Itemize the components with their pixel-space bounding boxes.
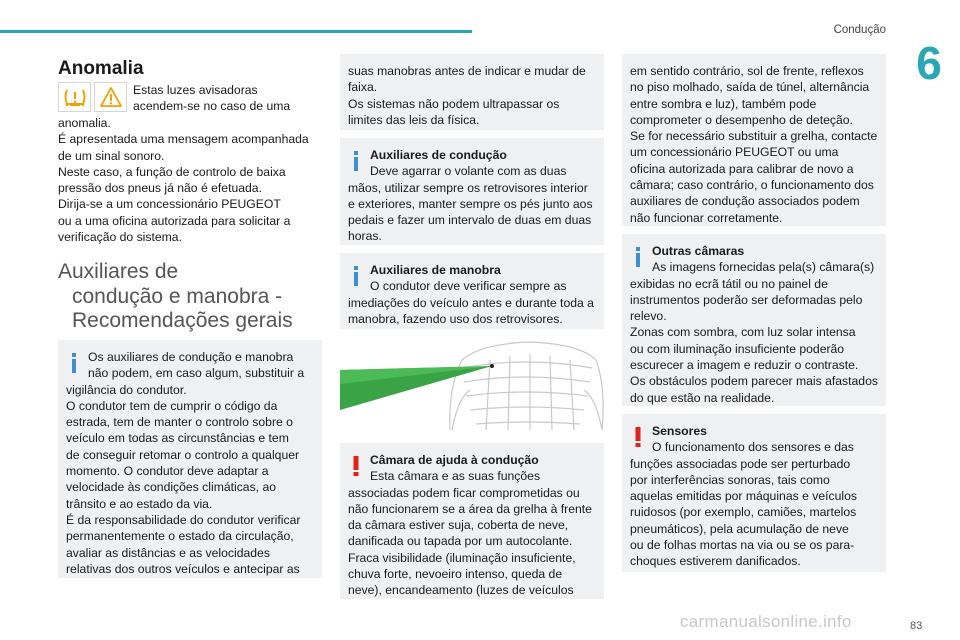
general-warning-icon — [94, 82, 127, 112]
box-line: imediações do veículo antes e durante toda a — [348, 295, 594, 310]
section-title-line: condução e manobra - — [72, 284, 283, 308]
box-line: não funcionarem se a área da grelha à frente — [348, 501, 592, 516]
box-line: suas manobras antes de indicar e mudar de — [348, 64, 586, 78]
warning-icon — [630, 426, 646, 448]
box-line: O condutor tem de cumprir o código da — [66, 398, 278, 413]
box-line: Os obstáculos podem parecer mais afastados — [630, 374, 878, 389]
box-line: limites das leis da física. — [348, 112, 480, 127]
box-line: permanentemente o estado da circulação, — [66, 529, 294, 544]
front-grille-camera-illustration — [340, 338, 604, 436]
box-line: do que estão na realidade. — [630, 390, 775, 405]
box-line: instrumentos poderão ser deformadas pelo — [630, 292, 863, 307]
box-line: não funcionar corretamente. — [630, 210, 783, 225]
box-line: momento. O condutor deve adaptar a — [66, 464, 269, 479]
box-line: Fraca visibilidade (iluminação insuficiente, — [348, 550, 576, 565]
box-first-text: O condutor deve verificar sempre as — [370, 279, 567, 294]
box-title: Outras câmaras — [652, 244, 745, 258]
box-first-text: As imagens fornecidas pela(s) câmara(s) — [652, 260, 875, 275]
continued-box — [340, 54, 604, 130]
box-first-text: Deve agarrar o volante com as duas — [370, 164, 567, 179]
box-line: veículo em todas as circunstâncias e tem — [66, 431, 289, 446]
anomalia-line: ou a uma oficina autorizada para solicitar a — [58, 213, 291, 228]
box-line: câmara; caso contrário, o funcionamento dos — [630, 178, 874, 193]
box-line: no piso molhado, saída de túnel, alternância — [630, 80, 870, 95]
box-line: É da responsabilidade do condutor verificar — [66, 512, 301, 527]
info-icon — [66, 352, 82, 374]
box-line: mãos, utilizar sempre os retrovisores interior — [348, 180, 588, 195]
warning-icon — [348, 455, 364, 477]
chapter-number: 6 — [916, 37, 942, 89]
warning-lamps — [58, 82, 127, 112]
info-icon — [348, 265, 364, 287]
box-line: avaliar as distâncias e as velocidades — [66, 545, 270, 560]
section-title-line: Recomendações gerais — [72, 309, 293, 332]
box-line: oficina autorizada para calibrar de novo a — [630, 161, 854, 176]
anomalia-line: de um sinal sonoro. — [58, 148, 165, 163]
box-line: velocidade às condições climáticas, ao — [66, 480, 277, 495]
box-line: funções associadas pode ser perturbado — [630, 456, 851, 471]
box-line: manobra, fazendo uso dos retrovisores. — [348, 311, 563, 326]
header-accent-bar — [0, 30, 472, 33]
anomalia-line: anomalia. — [58, 116, 111, 130]
anomalia-line: Neste caso, a função de controlo de baixa — [58, 164, 286, 179]
anomalia-line: verificação do sistema. — [58, 230, 182, 245]
box-line: um concessionário PEUGEOT ou uma — [630, 145, 839, 160]
info-icon — [630, 246, 646, 268]
section-title — [58, 260, 318, 334]
box-title: Auxiliares de condução — [370, 148, 507, 162]
maneuver-aids-box — [340, 253, 604, 329]
box-line: Zonas com sombra, com luz solar intensa — [630, 325, 856, 340]
box-line: por interferências sonoras, tais como — [630, 472, 830, 487]
box-line: pedais e fazer um intervalo de duas em duas — [348, 213, 592, 228]
box-title: Sensores — [652, 424, 707, 438]
box-line: associadas podem ficar comprometidas ou — [348, 485, 580, 500]
box-first-text: O funcionamento dos sensores e das — [652, 440, 854, 455]
page-number: 83 — [910, 620, 923, 632]
box-line: ou de folhas mortas na via ou se os para- — [630, 538, 855, 553]
anomalia-line: pressão dos pneus já não é efetuada. — [58, 181, 262, 196]
box-title: Auxiliares de manobra — [370, 263, 501, 277]
box-line: de conseguir retomar o controlo a qualquer — [66, 447, 300, 462]
box-title: Câmara de ajuda à condução — [370, 453, 539, 467]
box-line: ou com iluminação insuficiente poderão — [630, 341, 845, 356]
box-line: choques estiverem danificados. — [630, 554, 801, 569]
camera-warning-box — [340, 443, 604, 599]
info-icon — [348, 150, 364, 172]
anomalia-line: É apresentada uma mensagem acompanhada — [58, 132, 309, 147]
box-line: entre sombra e luz), também pode — [630, 96, 817, 111]
other-cameras-box — [622, 234, 886, 406]
watermark-text: carmanualsonline.info — [680, 612, 852, 631]
anomalia-heading: Anomalia — [58, 58, 144, 79]
box-line: Se for necessário substituir a grelha, contacte — [630, 129, 878, 144]
anomalia-intro: Estas luzes avisadoras acendem-se no caso de uma — [133, 83, 291, 114]
box-line: faixa. — [348, 80, 378, 95]
anomalia-line: Dirija-se a um concessionário PEUGEOT — [58, 197, 281, 212]
box-line: neve), encandeamento (luzes de veículos — [348, 583, 574, 598]
box-line: vigilância do condutor. — [66, 382, 187, 397]
box-line: exibidas no ecrã tátil ou no painel de — [630, 276, 828, 291]
box-line: da câmara estiver suja, coberta de neve, — [348, 518, 569, 533]
box-line: relevo. — [630, 309, 667, 324]
box-line: ruidosos (por exemplo, camiões, martelos — [630, 505, 857, 520]
box-line: danificada ou tapada por um autocolante. — [348, 534, 573, 549]
box-line: relativas dos outros veículos e antecipar as — [66, 561, 300, 576]
box-line: comprometer o desempenho de deteção. — [630, 112, 853, 127]
box-line: e exteriores, manter sempre os pés junto aos — [348, 196, 593, 211]
box-line: auxiliares de condução associados podem — [630, 194, 860, 209]
box-line: chuva forte, nevoeiro intenso, queda de — [348, 567, 563, 582]
general-recommendation-box — [58, 340, 322, 578]
sensors-warning-box — [622, 414, 886, 572]
box-line: pneumáticos), pela acumulação de neve — [630, 521, 849, 536]
tyre-pressure-warning-icon — [58, 82, 91, 112]
box-line: aquelas emitidas por máquinas e veículos — [630, 489, 857, 504]
driving-aids-box — [340, 138, 604, 245]
box-line: escurecer a imagem e reduzir o contraste. — [630, 358, 859, 373]
box-first-text: Os auxiliares de condução e manobra não podem, em caso algum, substituir a — [88, 350, 305, 381]
box-line: em sentido contrário, sol de frente, reflexos — [630, 64, 864, 78]
camera-continued-box — [622, 54, 886, 226]
section-title-line: Auxiliares de — [58, 260, 179, 283]
box-line: Os sistemas não podem ultrapassar os — [348, 96, 560, 111]
box-first-text: Esta câmara e as suas funções — [370, 469, 541, 484]
box-line: estrada, tem de manter o controlo sobre o — [66, 415, 293, 430]
anomalia-body — [58, 115, 320, 245]
box-line: horas. — [348, 229, 382, 244]
header-section-title: Condução — [833, 24, 886, 36]
box-line: trânsito e ao estado da via. — [66, 496, 213, 511]
